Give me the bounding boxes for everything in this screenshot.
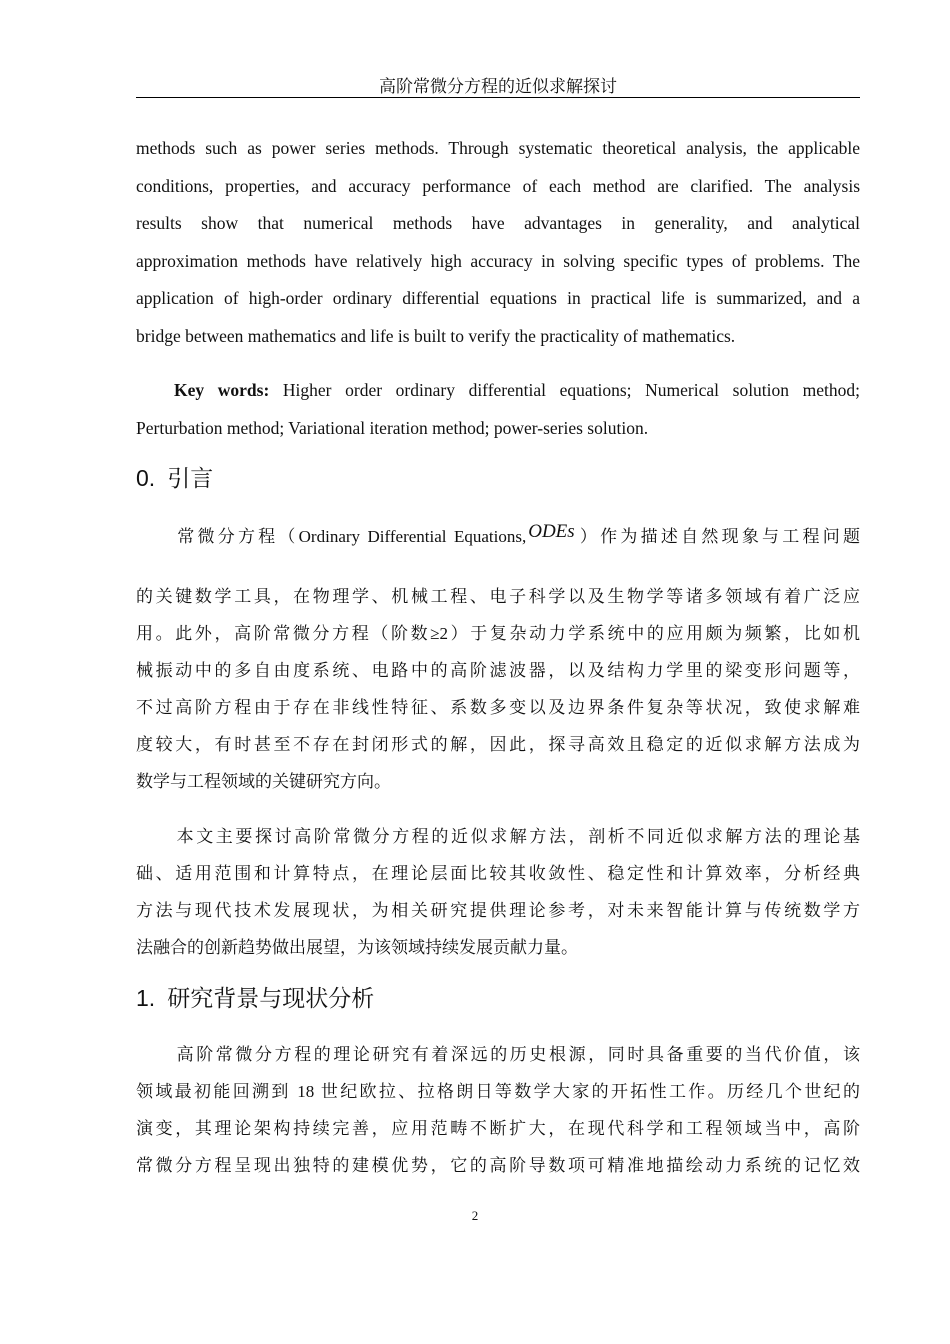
keywords-line-1 (136, 372, 860, 410)
intro-first-line (136, 518, 860, 555)
section-title: 研究背景与现状分析 (167, 986, 375, 1012)
intro-text: 常微分方程（Ordinary Differential Equations, (174, 527, 527, 546)
intro-paragraph-1 (136, 578, 860, 800)
paragraph-line: 高阶常微分方程的理论研究有着深远的历史根源，同时具备重要的当代价值，该 (174, 1045, 860, 1064)
paragraph-line: 的关键数学工具，在物理学、机械工程、电子科学以及生物学等诸多领域有着广泛应 (136, 587, 860, 606)
paragraph-line: 数学与工程领域的关键研究方向。 (136, 772, 391, 791)
keywords-line-2: Perturbation method; Variational iteration method; power-series solution. (136, 417, 649, 438)
header-rule (136, 97, 860, 98)
paragraph-line: 础、适用范围和计算特点，在理论层面比较其收敛性、稳定性和计算效率，分析经典 (136, 864, 860, 883)
paragraph-line: 不过高阶方程由于存在非线性特征、系数多变以及边界条件复杂等状况，致使求解难 (136, 698, 860, 717)
section-number: 1. (136, 985, 156, 1011)
paragraph-line: 度较大，有时甚至不存在封闭形式的解，因此，探寻高效且稳定的近似求解方法成为 (136, 735, 860, 754)
page-number: 2 (471, 1208, 479, 1223)
section-title: 引言 (167, 466, 214, 492)
abstract-line: conditions, properties, and accuracy performance of each method are clarified. The analysis (136, 175, 860, 196)
keywords-text: Higher order ordinary differential equations; Numerical solution method; (282, 380, 860, 400)
background-paragraph-1 (136, 1036, 860, 1184)
odes-symbol: ODEs (528, 521, 575, 542)
paragraph-line: 常微分方程呈现出独特的建模优势，它的高阶导数项可精准地描绘动力系统的记忆效 (136, 1156, 860, 1175)
intro-paragraph-2 (136, 818, 860, 966)
abstract-line: approximation methods have relatively high accuracy in solving specific types of problems. The (136, 250, 860, 271)
abstract-paragraph (136, 130, 860, 355)
paragraph-line: 法融合的创新趋势做出展望，为该领域持续发展贡献力量。 (136, 938, 578, 957)
section-number: 0. (136, 465, 156, 491)
keywords-paragraph (136, 372, 860, 447)
paragraph-line: 本文主要探讨高阶常微分方程的近似求解方法，剖析不同近似求解方法的理论基 (174, 827, 860, 846)
intro-text: ）作为描述自然现象与工程问题 (576, 527, 861, 546)
abstract-line: results show that numerical methods have advantages in generality, and analytical (136, 213, 860, 233)
abstract-line: bridge between mathematics and life is built to verify the practicality of mathematics. (136, 325, 736, 346)
abstract-line: application of high-order ordinary differential equations in practical life is summarized, and a (136, 288, 860, 308)
section-heading-intro (136, 463, 213, 494)
paragraph-line: 用。此外，高阶常微分方程（阶数≥2）于复杂动力学系统中的应用颇为频繁，比如机 (136, 624, 860, 643)
running-header: 高阶常微分方程的近似求解探讨 (379, 77, 617, 96)
abstract-line: methods such as power series methods. Through systematic theoretical analysis, the applicable (136, 138, 860, 158)
section-heading-background (136, 983, 374, 1014)
paragraph-line: 方法与现代技术发展现状，为相关研究提供理论参考，对未来智能计算与传统数学方 (136, 901, 860, 920)
paragraph-line: 演变，其理论架构持续完善，应用范畴不断扩大，在现代科学和工程领域当中，高阶 (136, 1119, 860, 1138)
keywords-label: Key words: (174, 380, 270, 400)
paragraph-line: 械振动中的多自由度系统、电路中的高阶滤波器，以及结构力学里的梁变形问题等， (136, 661, 860, 680)
paragraph-line: 领域最初能回溯到 18 世纪欧拉、拉格朗日等数学大家的开拓性工作。历经几个世纪的 (136, 1082, 860, 1101)
